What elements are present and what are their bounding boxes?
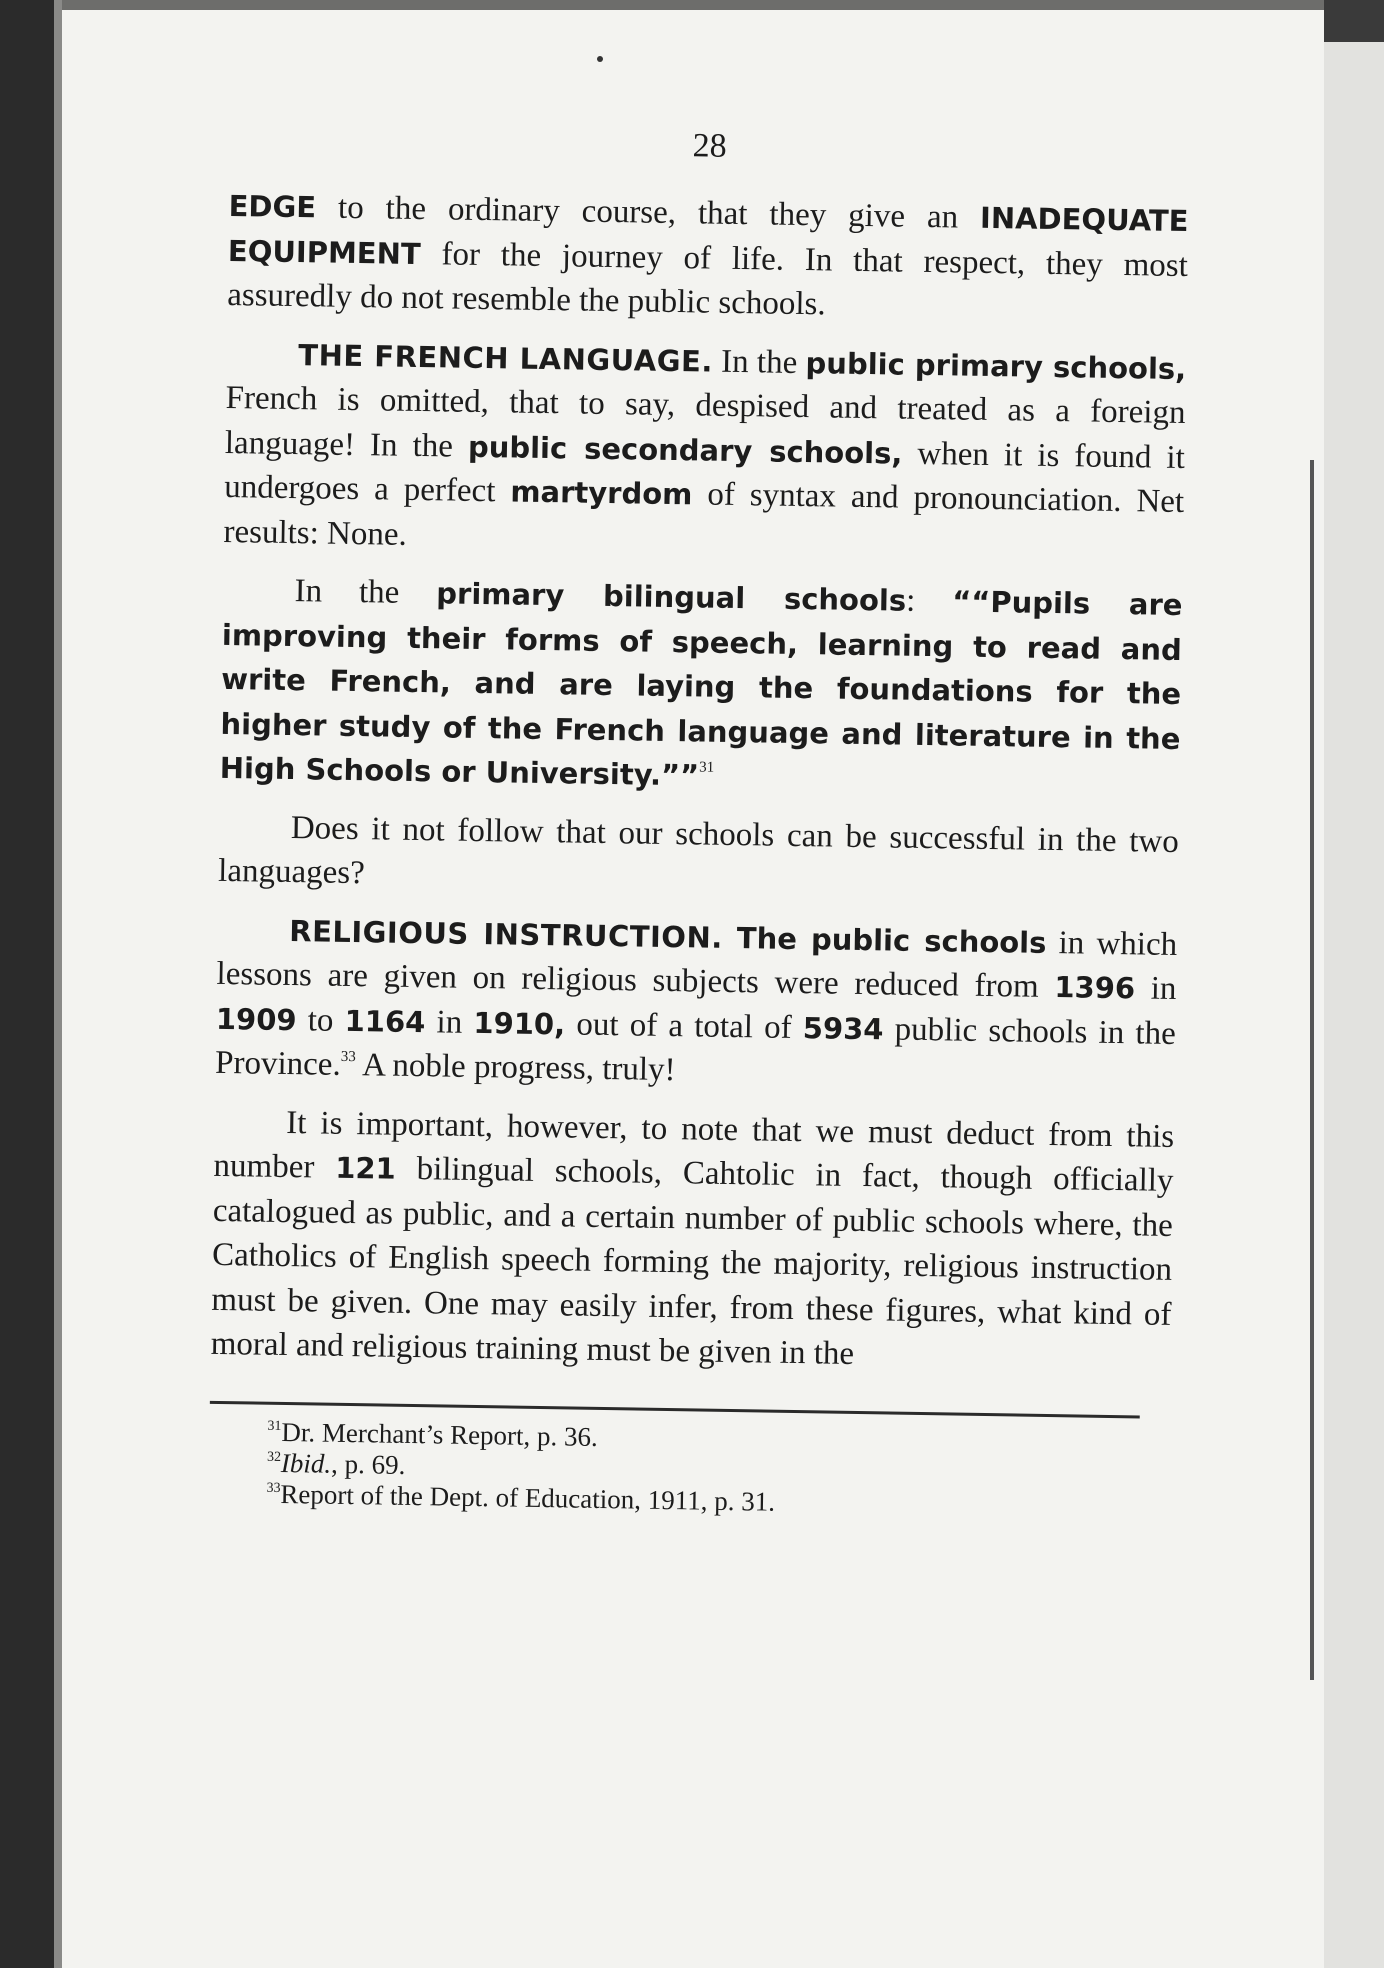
page-number: 28 (692, 127, 727, 165)
text-run: : (905, 582, 953, 620)
paragraph-bilingual-schools (219, 568, 1182, 806)
footnote-mark: 32 (266, 1449, 282, 1465)
footnote-ref-33: 33 (340, 1048, 356, 1066)
bold-text: INADEQUATE EQUIPMENT (227, 200, 1189, 271)
text-run: when it is found it undergoes a perfect (223, 435, 1186, 510)
section-heading-french-language: THE FRENCH LANGUAGE. (298, 337, 714, 379)
bold-number: 1396 (1054, 970, 1136, 1006)
bold-number: 1164 (344, 1003, 426, 1039)
text-run: in (1134, 970, 1177, 1007)
text-run: In the (294, 573, 437, 612)
text-run: A noble progress, truly! (355, 1047, 676, 1089)
text-run: of syntax and pronounciation. Net results: None. (223, 476, 1185, 553)
bold-number: 5934 (802, 1010, 884, 1046)
bold-text: public secondary schools, (467, 429, 903, 471)
page-fold-line (1310, 460, 1314, 1680)
text-run: It is important, however, to note that we must deduct from this number (213, 1104, 1175, 1186)
footnote-mark: 33 (266, 1480, 281, 1496)
ink-speck (597, 56, 603, 62)
bold-quote: ““Pupils are improving their forms of speech, learning to read and write French, and are laying the foundations for the higher study of the French language and literature in the High Schools or University.”” (219, 584, 1183, 793)
bold-text: The public schools (722, 920, 1047, 960)
bold-text: EDGE (228, 188, 317, 225)
paragraph-continuation (227, 184, 1189, 333)
bold-number: 1909 (215, 1001, 297, 1037)
footnote-text: Dr. Merchant’s Report, p. 36. (281, 1416, 599, 1452)
footnote-italic-text: Ibid. (280, 1447, 332, 1479)
spine-edge (54, 0, 62, 1968)
facing-page-edge (1324, 0, 1384, 1968)
paragraph-question (218, 804, 1179, 908)
page-top-shadow (62, 0, 1324, 10)
bold-text: martyrdom (510, 474, 693, 512)
paragraph-french-language (223, 331, 1186, 569)
text-run: bilingual schools, Cahtolic in fact, though officially catalogued as public, and a certain number of public schools where, the Catholics of English speech forming the majority, religious instruction must be given. One may easily infer, from these figures, what kind of moral and religious training must be given in the (210, 1150, 1174, 1372)
text-run: to (296, 1001, 345, 1039)
facing-page-shadow (1324, 0, 1384, 42)
bold-number: 1910, (473, 1005, 566, 1041)
book-spine (0, 0, 54, 1968)
footnotes (208, 1415, 1169, 1523)
section-heading-religious-instruction: RELIGIOUS INSTRUCTION. (289, 913, 724, 955)
text-run: public schools in the Province. (214, 1010, 1177, 1083)
paragraph-religious-instruction (215, 907, 1178, 1100)
page-content (208, 120, 1190, 1523)
bold-number: 121 (334, 1150, 397, 1186)
footnote-text: Report of the Dept. of Education, 1911, p. 31. (280, 1478, 776, 1517)
footnote-divider (210, 1400, 1140, 1418)
paragraph-deduction (210, 1099, 1174, 1381)
text-run: in (425, 1003, 474, 1041)
text-run: for the journey of life. In that respect, they most assuredly do not resemble the public schools. (226, 235, 1189, 323)
footnote-ref-31: 31 (699, 759, 715, 776)
text-run: in which lessons are given on religious subjects were reduced from (216, 924, 1178, 1006)
footnote-text: , p. 69. (330, 1448, 406, 1480)
text-run: Does it not follow that our schools can be successful in the two languages? (217, 809, 1180, 892)
text-run: out of a total of (564, 1005, 804, 1046)
text-run: French is omitted, that to say, despised and treated as a foreign language! In the (224, 379, 1186, 465)
bold-text: public primary schools, (805, 345, 1187, 386)
text-run: to the ordinary course, that they give an (315, 189, 981, 236)
bold-text: primary bilingual schools (436, 576, 907, 618)
text-run: In the (712, 343, 806, 381)
footnote-mark: 31 (267, 1418, 282, 1434)
